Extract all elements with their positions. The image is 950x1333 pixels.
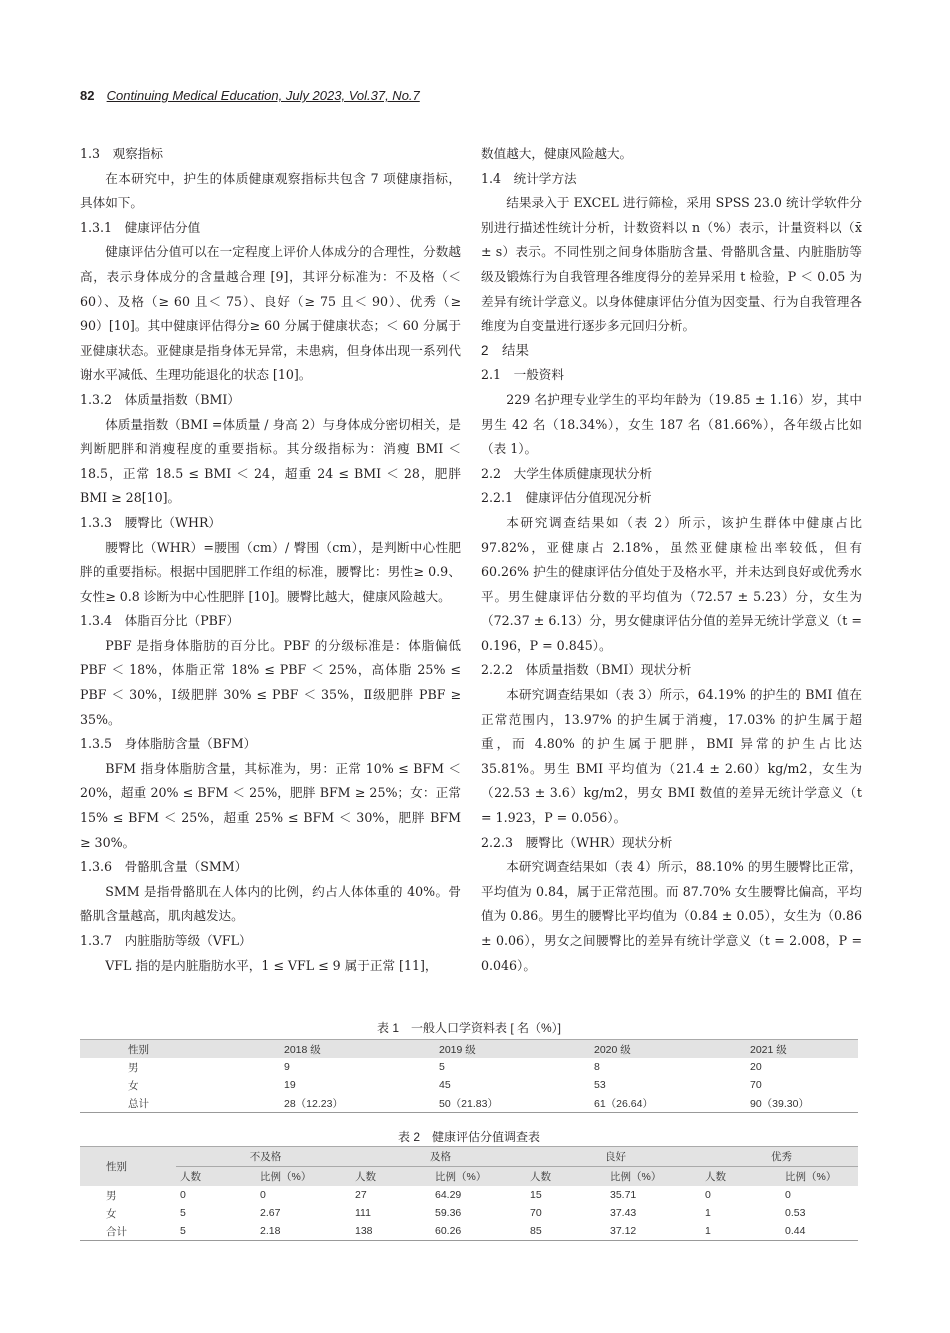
section-heading: 1.4 统计学方法 [481,170,577,186]
table-cell: 1 [705,1225,711,1237]
table-cell: 70 [750,1079,762,1091]
body-paragraph: 体质量指数（BMI =体质量 / 身高 2）与身体成分密切相关，是判断肥胖和消瘦程度的重要指标。其分级指标为：消瘦 BMI ＜ 18.5，正常 18.5 ≤ BMI ＜ 24，超重 24 ≤ BMI ＜ 28，肥胖 BMI ≥ 28[10]。 [80,416,461,506]
body-paragraph: 结果录入于 EXCEL 进行筛检，采用 SPSS 23.0 统计学软件分别进行描述性统计分析，计数资料以 n（%）表示，计量资料以（x̄ ± s）表示。不同性别之间身体脂肪含量、骨骼肌含量、内脏脂肪等级及锻炼行为自我管理各维度得分的差异采用 t 检验，P ＜ 0.05 为差异有统计学意义。以身体健康评估分值为因变量、行为自我管理各维度为自变量进行逐步多元回归分析。 [481,195,862,334]
table-cell: 0 [260,1189,266,1201]
section-heading: 1.3 观察指标 [80,146,163,161]
table2-row-header: 性别 [80,1147,176,1187]
table2-group-header: 优秀 [701,1147,858,1167]
table-cell: 64.29 [435,1189,462,1201]
table-row [80,1222,858,1241]
table-row-label: 女 [128,1079,139,1092]
table2-sub-header: 人数 [701,1167,781,1187]
table-cell: 0 [705,1189,711,1201]
table2-sub-header: 比例（%） [256,1167,351,1187]
body-paragraph: 腰臀比（WHR）=腰围（cm）/ 臀围（cm），是判断中心性肥胖的重要指标。根据中国肥胖工作组的标准，腰臀比：男性≥ 0.9、女性≥ 0.8 诊断为中心性肥胖 [10]。腰臀比越大，健康风险越大。 [80,539,461,604]
table-cell: 61（26.64） [594,1097,653,1110]
section-heading: 2.2.1 健康评估分值现况分析 [481,490,652,506]
table2-sub-header: 比例（%） [431,1167,526,1187]
table-cell: 50（21.83） [439,1097,498,1110]
table-cell: 20 [750,1061,762,1073]
body-paragraph: VFL 指的是内脏脂肪水平，1 ≤ VFL ≤ 9 属于正常 [11]， [105,957,438,973]
table-cell: 45 [439,1079,451,1091]
table-cell: 111 [355,1207,371,1219]
table-cell: 27 [355,1189,367,1201]
section-heading: 2.2.3 腰臀比（WHR）现状分析 [481,834,673,850]
table2-group-header: 不及格 [176,1147,351,1167]
table-cell: 85 [530,1225,542,1237]
section-heading: 1.3.5 身体脂肪含量（BFM） [80,736,257,752]
table-cell: 2.67 [260,1207,281,1219]
section-heading: 1.3.3 腰臀比（WHR） [80,514,222,530]
table2-group-header: 良好 [526,1147,701,1167]
table2 [80,1146,858,1241]
table-cell: 37.12 [610,1225,637,1237]
table-cell: 53 [594,1079,606,1091]
table1-header: 2021 级 [746,1040,858,1059]
running-header [80,88,870,104]
section-heading: 2 结果 [481,342,530,358]
body-paragraph: 本研究调查结果如（表 3）所示，64.19% 的护生的 BMI 值在正常范围内，13.97% 的护生属于消瘦，17.03% 的护生属于超重，而 4.80% 的护生属于肥胖，BMI 异常的护生占比达 35.81%。男生 BMI 平均值为（21.4 ± 2.60）kg/m2，女生为（22.53 ± 3.6）kg/m2，男女 BMI 数值的差异无统计学意义（t = 1.923，P = 0.056）。 [481,687,862,826]
table-cell: 15 [530,1189,542,1201]
section-heading: 2.2 大学生体质健康现状分析 [481,465,653,481]
table-cell: 5 [180,1225,186,1237]
table1-header: 2020 级 [590,1040,746,1059]
table-row-label: 男 [106,1189,117,1202]
section-heading: 1.3.4 体脂百分比（PBF） [80,613,240,629]
table1-header: 性别 [80,1040,280,1059]
table-cell: 2.18 [260,1225,281,1237]
body-paragraph: SMM 是指骨骼肌在人体内的比例，约占人体体重的 40%。骨骼肌含量越高，肌肉越发达。 [80,883,461,924]
section-heading: 1.3.1 健康评估分值 [80,219,201,235]
table-cell: 8 [594,1061,600,1073]
table-cell: 35.71 [610,1189,637,1201]
section-heading: 2.1 一般资料 [481,367,564,383]
body-paragraph: 在本研究中，护生的体质健康观察指标共包含 7 项健康指标，具体如下。 [80,170,461,211]
section-heading: 2.2.2 体质量指数（BMI）现状分析 [481,662,692,678]
table-cell: 0.53 [785,1207,806,1219]
table2-group-header: 及格 [351,1147,526,1167]
table-cell: 28（12.23） [284,1097,343,1110]
body-paragraph: PBF 是指身体脂肪的百分比。PBF 的分级标准是：体脂偏低 PBF ＜ 18%，体脂正常 18% ≤ PBF ＜ 25%，高体脂 25% ≤ PBF ＜ 30%，Ⅰ级肥胖 30% ≤ PBF ＜ 35%，Ⅱ级肥胖 PBF ≥ 35%。 [80,637,461,727]
table1-header: 2019 级 [435,1040,590,1059]
table-row [80,1094,858,1113]
table-row [80,1186,858,1204]
table-cell: 0.44 [785,1225,806,1237]
body-paragraph: 健康评估分值可以在一定程度上评价人体成分的合理性，分数越高，表示身体成分的含量越合理 [9]，其评分标准为：不及格（＜ 60）、及格（≥ 60 且＜ 75）、良好（≥ 75 且＜ 90）、优秀（≥ 90）[10]。其中健康评估得分≥ 60 分属于健康状态；＜ 60 分属于亚健康状态。亚健康是指身体无异常，未患病，但身体出现一系列代谢水平减低、生理功能退化的状态 [10]。 [80,244,461,383]
table-row-label: 男 [128,1061,139,1074]
table2-sub-header: 人数 [176,1167,256,1187]
body-paragraph: BFM 指身体脂肪含量，其标准为，男：正常 10% ≤ BFM ＜ 20%，超重 20% ≤ BFM ＜ 25%，肥胖 BFM ≥ 25%；女：正常 15% ≤ BFM ＜ 25%，超重 25% ≤ BFM ＜ 30%，肥胖 BFM ≥ 30%。 [80,760,461,850]
page-number: 82 [80,88,95,103]
table2-sub-header: 比例（%） [781,1167,858,1187]
section-heading: 1.3.2 体质量指数（BMI） [80,391,240,407]
body-paragraph: 数值越大，健康风险越大。 [481,146,633,161]
table2-title: 表 2 健康评估分值调查表 [397,1130,540,1144]
body-paragraph: 本研究调查结果如（表 2）所示，该护生群体中健康占比 97.82%，亚健康占 2.18%，虽然亚健康检出率较低，但有 60.26% 护生的健康评估分值处于及格水平，并未达到良好或优秀水平。男生健康评估分数的平均值为（72.57 ± 5.23）分，女生为（72.37 ± 6.13）分，男女健康评估分值的差异无统计学意义（t = 0.196，P = 0.845）。 [481,514,862,653]
table-cell: 60.26 [435,1225,462,1237]
table-cell: 0 [785,1189,791,1201]
section-heading: 1.3.7 内脏脂肪等级（VFL） [80,933,252,948]
journal-title: Continuing Medical Education, July 2023, Vol.37, No.7 [106,88,420,103]
table-row-label: 总计 [128,1097,149,1110]
table-cell: 138 [355,1225,373,1237]
table1 [80,1039,858,1113]
body-paragraph: 本研究调查结果如（表 4）所示，88.10% 的男生腰臀比正常，平均值为 0.84，属于正常范围。而 87.70% 女生腰臀比偏高，平均值为 0.86。男生的腰臀比平均值为（0.84 ± 0.05），女生为（0.86 ± 0.06），男女之间腰臀比的差异有统计学意义（t = 2.008，P = 0.046）。 [481,859,862,973]
table-cell: 37.43 [610,1207,637,1219]
table2-sub-header: 比例（%） [606,1167,701,1187]
table-cell: 0 [180,1189,186,1201]
table1-header: 2018 级 [280,1040,435,1059]
table-row [80,1076,858,1094]
table-row-label: 女 [106,1207,117,1220]
left-column [80,142,461,978]
right-column [481,142,862,978]
section-heading: 1.3.6 骨骼肌含量（SMM） [80,859,248,875]
table2-sub-header: 人数 [526,1167,606,1187]
table-cell: 9 [284,1061,290,1073]
table-cell: 5 [439,1061,445,1073]
table2-sub-header: 人数 [351,1167,431,1187]
table-row-label: 合计 [106,1225,127,1238]
table-cell: 1 [705,1207,711,1219]
table-cell: 59.36 [435,1207,462,1219]
table-row [80,1204,858,1222]
table-cell: 5 [180,1207,186,1219]
table-cell: 19 [284,1079,296,1091]
table-cell: 90（39.30） [750,1097,809,1110]
table1-title: 表 1 一般人口学资料表 [ 名（%）] [376,1021,561,1035]
table-row [80,1058,858,1076]
body-paragraph: 229 名护理专业学生的平均年龄为（19.85 ± 1.16）岁，其中男生 42 名（18.34%），女生 187 名（81.66%），各年级占比如（表 1）。 [481,391,862,457]
table-cell: 70 [530,1207,542,1219]
